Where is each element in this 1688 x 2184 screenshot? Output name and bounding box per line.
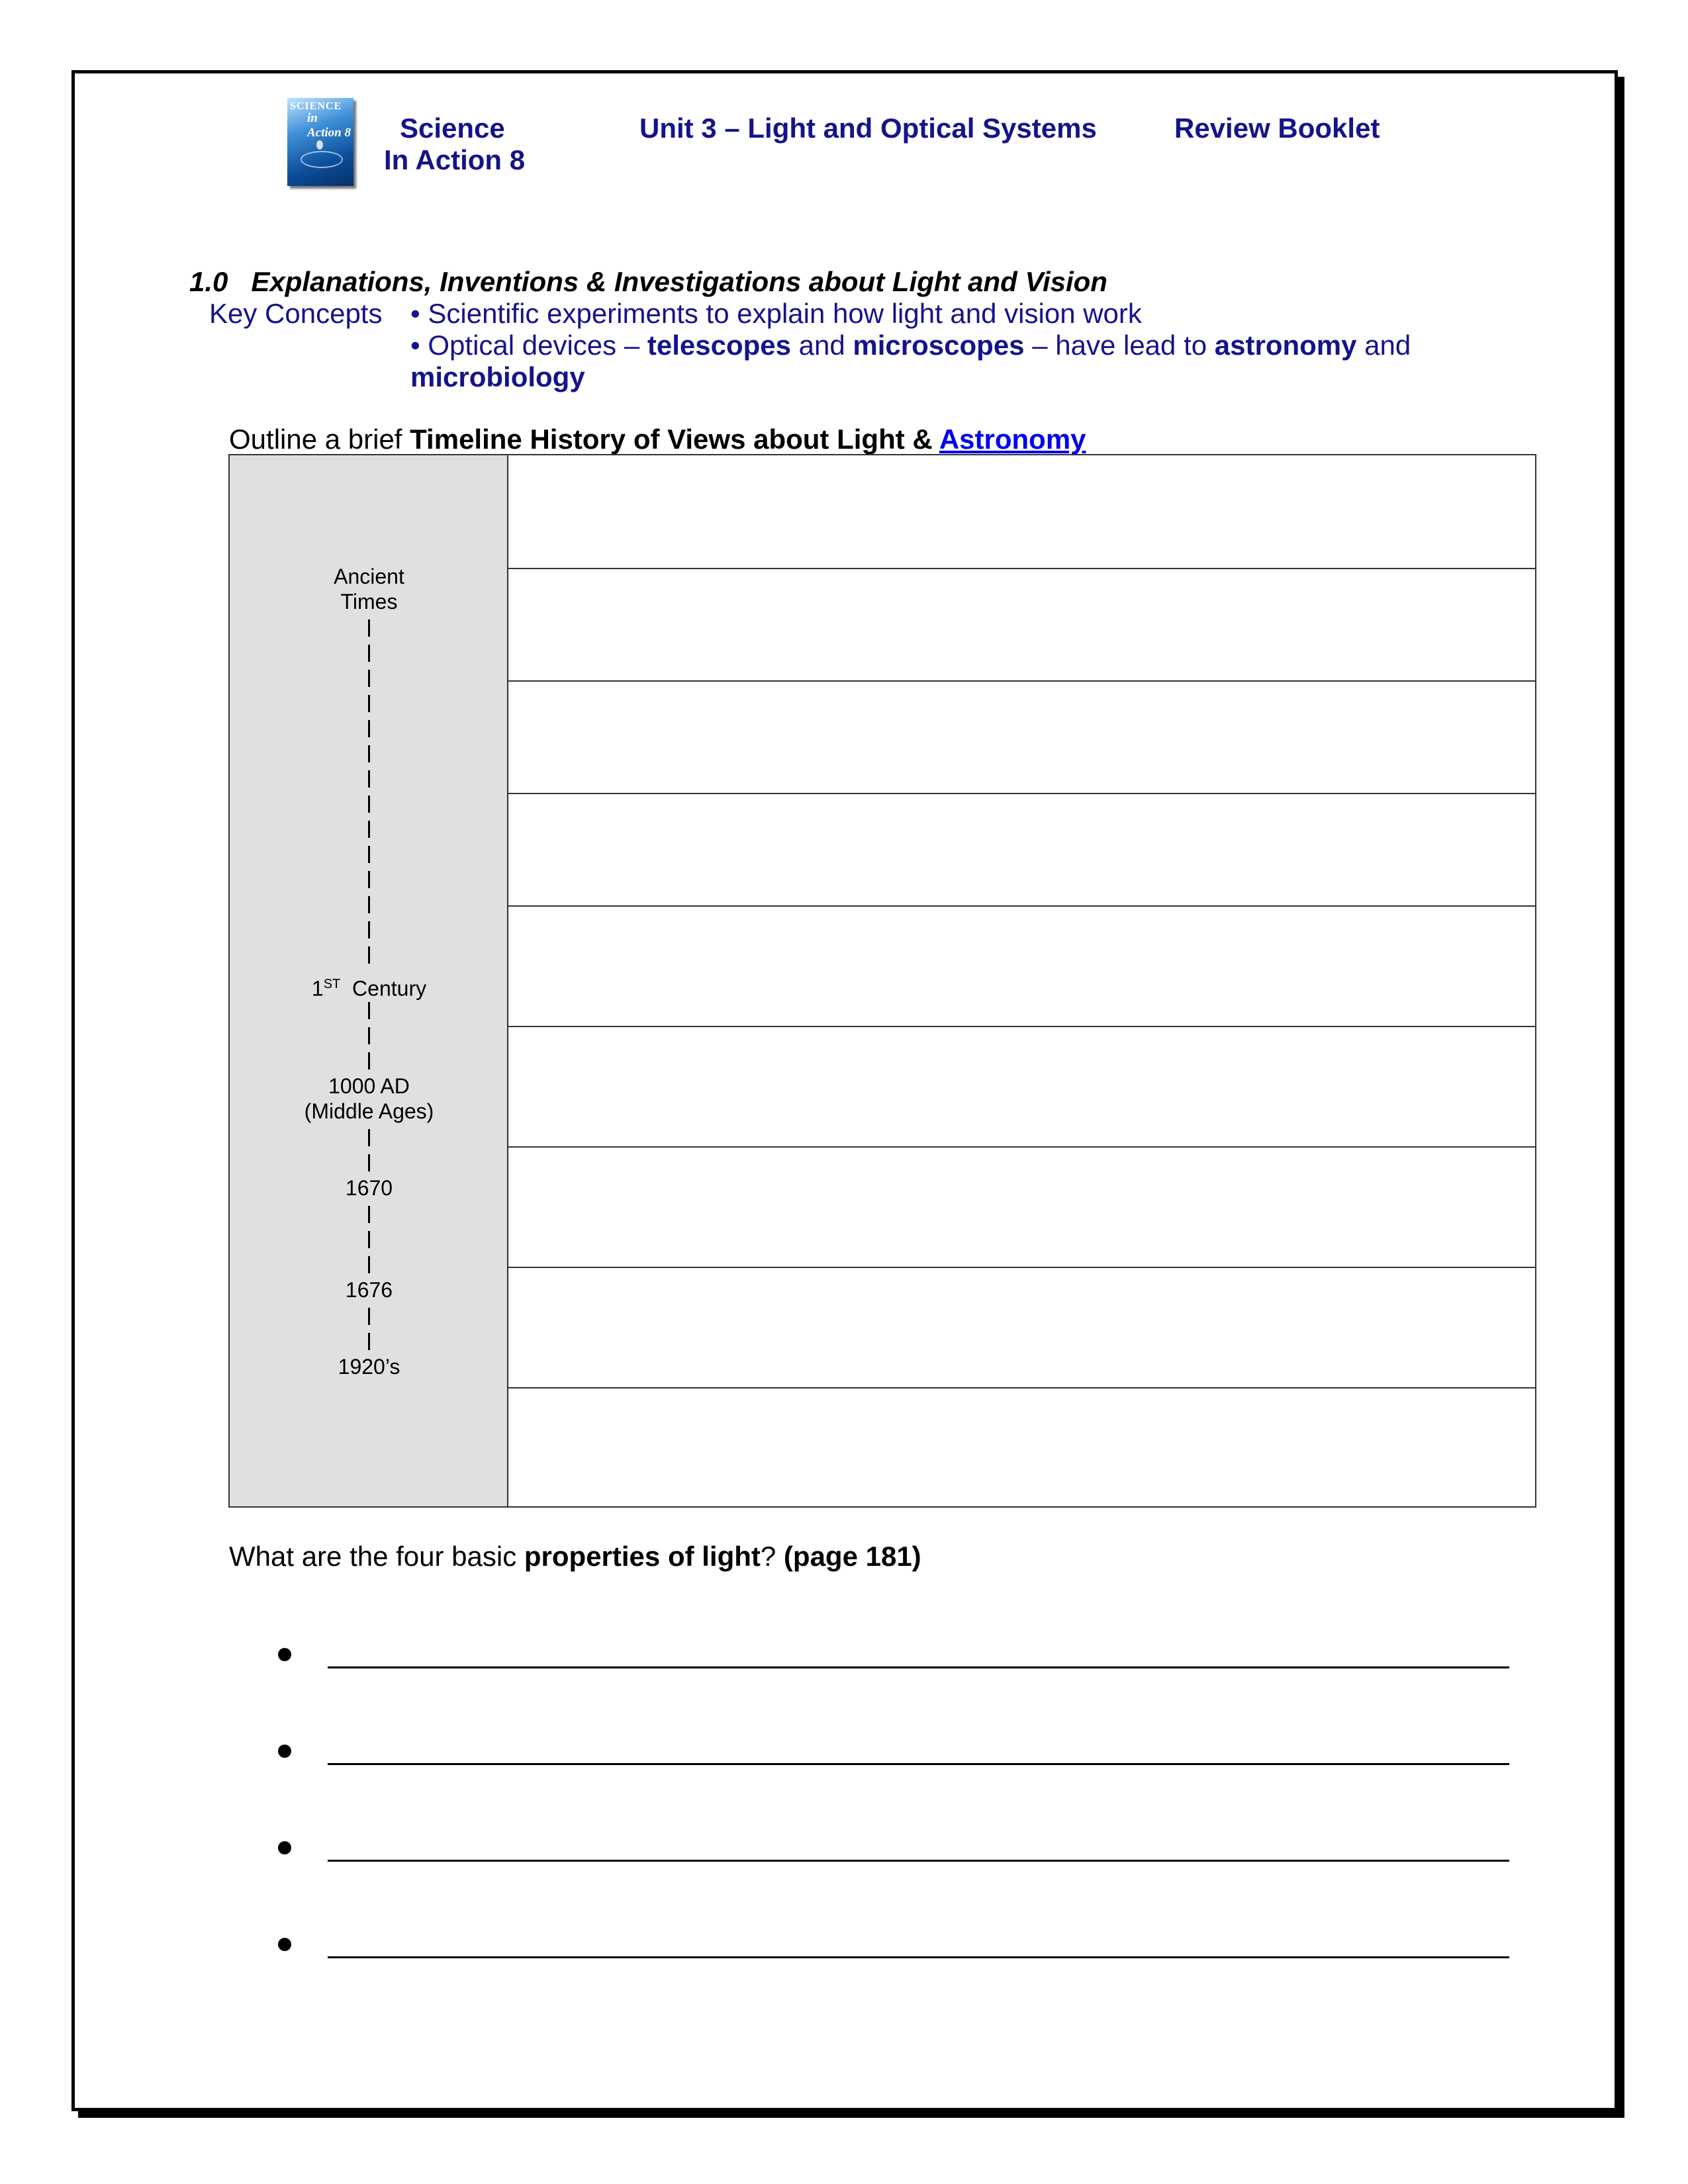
bullet-icon (278, 1745, 291, 1758)
key-concepts-label: Key Concepts (209, 298, 383, 329)
section-title: Explanations, Inventions & Investigations about Light and Vision (251, 266, 1107, 297)
concept-2-astronomy: astronomy (1214, 330, 1357, 361)
timeline-answer-cell[interactable] (508, 1146, 1535, 1268)
question-prefix: What are the four basic (229, 1541, 524, 1572)
timeline-table (228, 454, 1536, 1508)
logo-text-1: SCIENCE (290, 101, 342, 112)
timeline-answer-cell[interactable] (508, 455, 1535, 569)
key-concept-2 (410, 330, 1411, 361)
timeline-era-column (230, 455, 508, 1506)
timeline-answer-cell[interactable] (508, 1267, 1535, 1388)
concept-2-prefix: • Optical devices – (410, 330, 647, 361)
timeline-tick (368, 745, 370, 762)
concept-2-microbiology: microbiology (410, 361, 585, 392)
label-1676: 1676 (345, 1278, 393, 1302)
timeline-tick (368, 1206, 370, 1223)
section-heading (189, 266, 1107, 298)
timeline-tick (368, 770, 370, 788)
answer-line[interactable] (328, 1956, 1509, 1958)
label-1920s: 1920’s (338, 1355, 400, 1379)
timeline-answer-cell[interactable] (508, 1026, 1535, 1148)
question-page: (page 181) (783, 1541, 921, 1572)
timeline-tick (368, 1154, 370, 1171)
label-ancient: Ancient (334, 565, 404, 588)
timeline-answer-cell[interactable] (508, 793, 1535, 907)
timeline-tick (368, 921, 370, 938)
book-title-line1: Science (400, 113, 505, 144)
question-bold: properties of light (524, 1541, 761, 1572)
label-1000ad: 1000 AD (328, 1074, 410, 1098)
timeline-tick (368, 645, 370, 662)
timeline-tick (368, 1027, 370, 1044)
timeline-prompt (229, 424, 1086, 455)
logo-text-2: in Action 8 (307, 111, 351, 140)
answer-line[interactable] (328, 1666, 1509, 1668)
label-times: Times (340, 590, 398, 614)
timeline-prompt-bold: Timeline History of Views about Light & (410, 424, 939, 455)
astronomy-link[interactable]: Astronomy (939, 424, 1086, 455)
properties-question (229, 1541, 921, 1572)
timeline-tick (368, 670, 370, 687)
timeline-tick (368, 946, 370, 964)
timeline-tick (368, 619, 370, 637)
timeline-answer-cell[interactable] (508, 680, 1535, 794)
concept-2-and2: and (1356, 330, 1411, 361)
timeline-tick (368, 871, 370, 888)
timeline-tick (368, 1231, 370, 1248)
bullet-icon (278, 1648, 291, 1661)
century-sup: ST (323, 977, 341, 991)
bullet-icon (278, 1938, 291, 1951)
key-concept-1: • Scientific experiments to explain how light and vision work (410, 298, 1142, 329)
timeline-tick (368, 720, 370, 737)
timeline-prompt-prefix: Outline a brief (229, 424, 410, 455)
timeline-tick (368, 896, 370, 913)
answer-line[interactable] (328, 1860, 1509, 1862)
timeline-tick (368, 1129, 370, 1146)
label-1st-century (230, 972, 508, 1001)
timeline-tick (368, 695, 370, 712)
timeline-tick (368, 1308, 370, 1325)
timeline-tick (368, 821, 370, 838)
timeline-tick (368, 1052, 370, 1069)
bullet-icon (278, 1841, 291, 1854)
timeline-tick (368, 1256, 370, 1273)
concept-2-microscopes: microscopes (853, 330, 1025, 361)
booklet-title: Review Booklet (1174, 113, 1380, 144)
logo-ripple-icon (301, 151, 343, 168)
label-middle-ages: (Middle Ages) (304, 1099, 434, 1123)
concept-2-and: and (791, 330, 853, 361)
timeline-answer-cell[interactable] (508, 568, 1535, 682)
timeline-tick (368, 1002, 370, 1019)
question-mark: ? (760, 1541, 784, 1572)
century-num: 1 (311, 976, 324, 1001)
timeline-answer-cell[interactable] (508, 905, 1535, 1027)
unit-title: Unit 3 – Light and Optical Systems (639, 113, 1097, 144)
label-1670: 1670 (345, 1176, 393, 1200)
concept-2-mid: – have lead to (1024, 330, 1215, 361)
timeline-answer-cell[interactable] (508, 1387, 1535, 1506)
timeline-tick (368, 846, 370, 863)
concept-2-telescopes: telescopes (647, 330, 791, 361)
book-title-line2: In Action 8 (384, 144, 526, 175)
science-in-action-logo (287, 98, 353, 186)
timeline-answer-column (508, 455, 1535, 1506)
century-word: Century (352, 976, 427, 1001)
timeline-tick (368, 1333, 370, 1350)
logo-drop-icon (316, 140, 323, 150)
section-number: 1.0 (189, 266, 228, 297)
answer-line[interactable] (328, 1763, 1509, 1765)
timeline-tick (368, 796, 370, 813)
